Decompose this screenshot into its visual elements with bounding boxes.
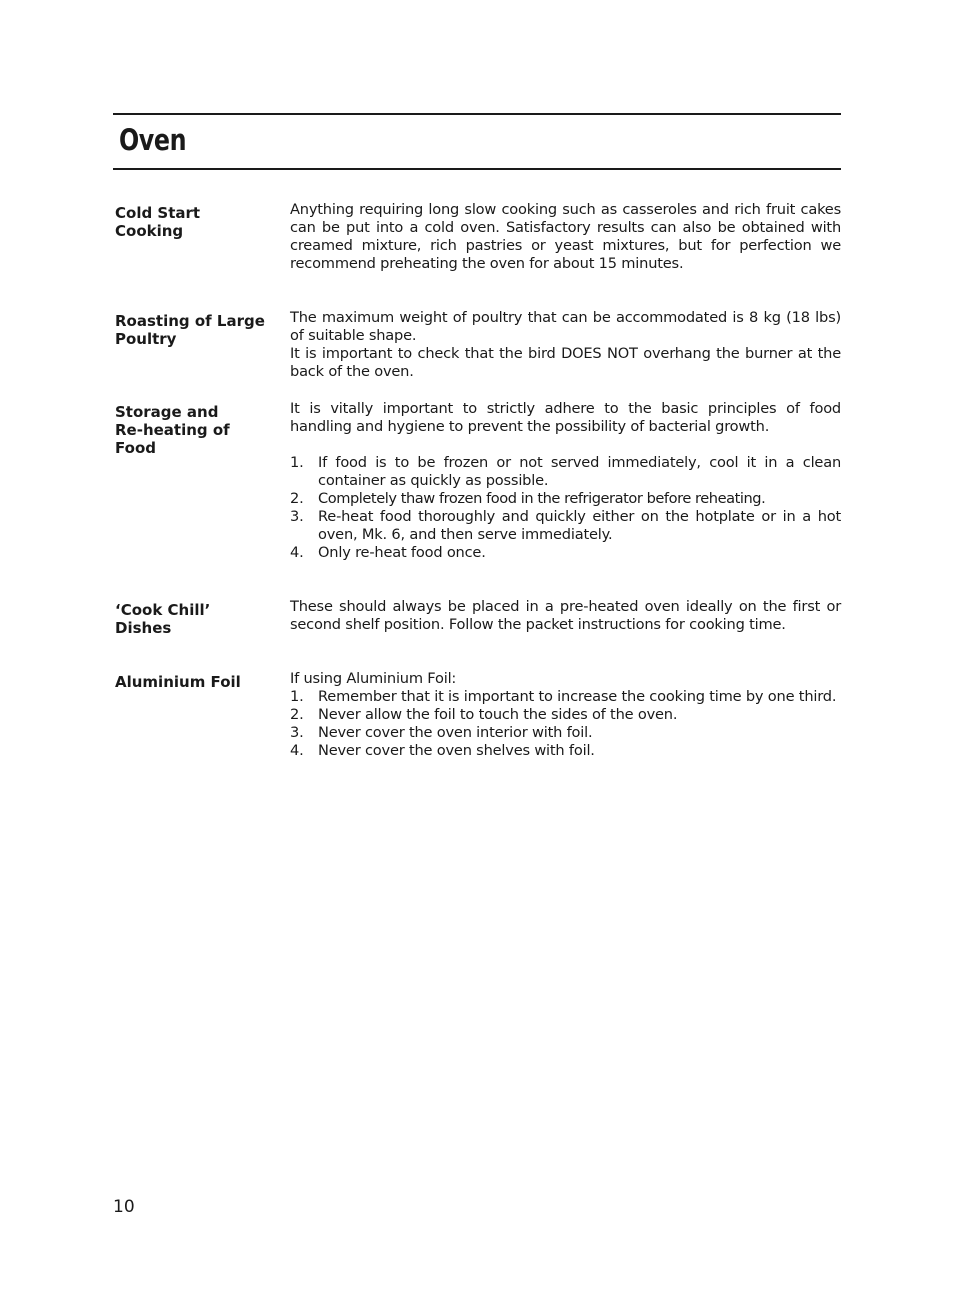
section-heading: [115, 312, 275, 348]
list-text: Completely thaw frozen food in the refrigerator before reheating.: [318, 490, 766, 507]
heading-text: Storage and Re-heating of Food: [115, 403, 230, 457]
heading-text: ‘Cook Chill’ Dishes: [115, 601, 211, 637]
list-item: [290, 544, 841, 562]
list-item: [290, 508, 841, 544]
list-number: 1.: [290, 688, 304, 705]
numbered-list: [290, 454, 841, 562]
heading-text: Cold Start Cooking: [115, 204, 201, 240]
list-text: Never cover the oven shelves with foil.: [318, 742, 595, 759]
paragraph: These should always be placed in a pre-heated oven ideally on the first or second shelf position. Follow the packet instructions for cooking time.: [290, 598, 841, 633]
section-heading: [115, 204, 275, 240]
list-text: Remember that it is important to increase the cooking time by one third.: [318, 688, 837, 705]
section-heading: [115, 403, 275, 457]
paragraph: It is vitally important to strictly adhere to the basic principles of food handling and hygiene to prevent the possibility of bacterial growth.: [290, 400, 855, 435]
section-heading: [115, 673, 275, 691]
list-item: [290, 688, 841, 706]
list-item: [290, 706, 841, 724]
list-item: [290, 490, 841, 508]
paragraph: It is important to check that the bird DOES NOT overhang the burner at the back of the oven.: [290, 345, 841, 380]
list-item: [290, 724, 841, 742]
section-body: [290, 201, 841, 273]
page-title: Oven: [119, 123, 187, 157]
list-text: Never cover the oven interior with foil.: [318, 724, 593, 741]
section-body: [290, 400, 855, 562]
list-number: 4.: [290, 544, 304, 561]
list-text: Re-heat food thoroughly and quickly either on the hotplate or in a hot oven, Mk. 6, and then serve immediately.: [318, 508, 841, 543]
list-item: [290, 454, 841, 490]
list-text: Only re-heat food once.: [318, 544, 486, 561]
paragraph: Anything requiring long slow cooking such as casseroles and rich fruit cakes can be put into a cold oven. Satisfactory results can also be obtained with creamed mixture, rich pastries or yeast mixtures, but for perfection we recommend preheating the oven for about 15 minutes.: [290, 201, 841, 272]
paragraph: If using Aluminium Foil:: [290, 670, 457, 687]
list-text: If food is to be frozen or not served immediately, cool it in a clean container as quickly as possible.: [318, 454, 841, 489]
title-bottom-rule: [113, 168, 841, 170]
list-number: 3.: [290, 724, 304, 741]
heading-text: Roasting of Large Poultry: [115, 312, 265, 348]
heading-text: Aluminium Foil: [115, 673, 241, 691]
list-number: 3.: [290, 508, 304, 525]
section-body: [290, 598, 841, 634]
list-number: 1.: [290, 454, 304, 471]
list-number: 2.: [290, 490, 304, 507]
section-body: [290, 670, 841, 760]
section-heading: [115, 601, 275, 637]
list-number: 4.: [290, 742, 304, 759]
paragraph: The maximum weight of poultry that can be accommodated is 8 kg (18 lbs) of suitable shape.: [290, 309, 841, 344]
page-number: 10: [113, 1197, 135, 1217]
list-text: Never allow the foil to touch the sides of the oven.: [318, 706, 678, 723]
list-item: [290, 742, 841, 760]
title-top-rule: [113, 113, 841, 115]
section-body: [290, 309, 841, 381]
list-number: 2.: [290, 706, 304, 723]
numbered-list: [290, 688, 841, 760]
